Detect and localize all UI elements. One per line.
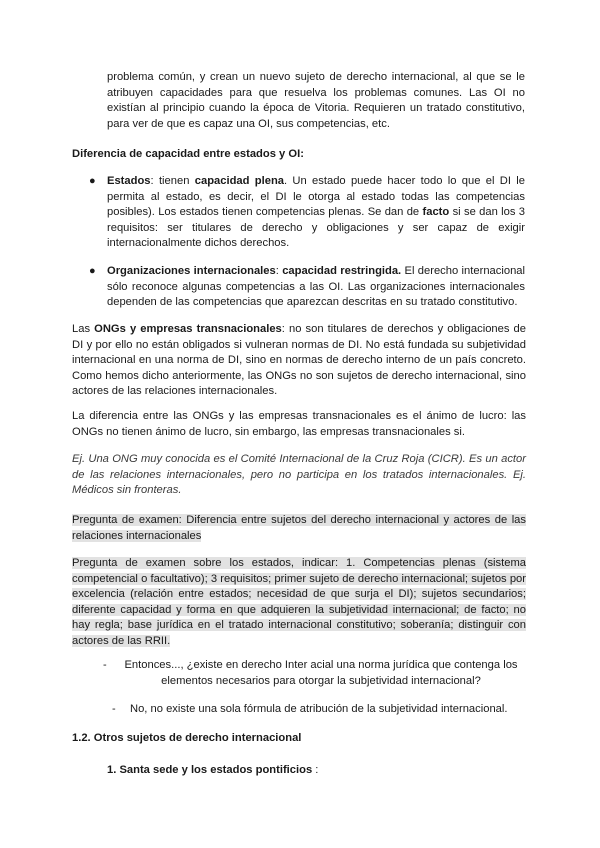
heading-otros-sujetos: 1.2. Otros sujetos de derecho internacional xyxy=(72,732,302,744)
subheading-santa-sede xyxy=(107,763,525,779)
text-estados-2: si se dan los 3 requisitos: ser titulares de derecho y obligaciones y ser capaz de exigir internacionalmente dichos derechos. xyxy=(107,206,525,250)
exam-question-2 xyxy=(72,556,526,650)
bullet-oi xyxy=(107,264,525,311)
dash-marker-1: - xyxy=(103,659,107,671)
ongs-paragraph xyxy=(72,322,526,400)
emph-capacidad-restringida: capacidad restringida. xyxy=(282,265,402,277)
emph-ongs: ONGs y empresas transnacionales xyxy=(94,323,282,335)
sep-estados: : tienen xyxy=(150,175,195,187)
lucro-paragraph: La diferencia entre las ONGs y las empresas transnacionales es el ánimo de lucro: las ONGs no tienen ánimo de lucro, sin embargo, las empresas transnacionales si. xyxy=(72,410,526,438)
santa-sede-suffix: : xyxy=(312,764,319,776)
bullet-marker-estados: ● xyxy=(89,175,96,187)
text-oi: El derecho internacional sólo reconoce algunas competencias a las OI. Las organizaciones internacionales dependen de las competencias que aparezcan descritas en su tratado constitutivo. xyxy=(107,265,525,309)
emph-capacidad-plena: capacidad plena xyxy=(194,175,285,187)
santa-sede-title: 1. Santa sede y los estados pontificios xyxy=(107,764,313,776)
emph-facto: facto xyxy=(422,206,450,219)
bullet-marker-oi: ● xyxy=(89,265,96,277)
ongs-text: : no son titulares de derechos y obligaciones de DI y por ello no están obligados si vulneran normas de DI. No está fundada su subjetividad internacional en una norma de DI, sino en normas de derecho interno de un país concreto. Como hemos dicho anteriormente, las ONGs no son sujetos de derecho internacional, sino actores de las relaciones internacionales. xyxy=(72,323,526,398)
dash-marker-2: - xyxy=(112,703,116,715)
dash-item-2: No, no existe una sola fórmula de atribución de la subjetividad internacional. xyxy=(130,703,508,715)
term-estados: Estados xyxy=(107,175,151,187)
example-paragraph: Ej. Una ONG muy conocida es el Comité Internacional de la Cruz Roja (CICR). Es un actor de las relaciones internacionales, pero no participa en los tratados internacionales. Ej. Médicos sin fronteras. xyxy=(72,453,526,497)
exam-question-1 xyxy=(72,513,526,544)
heading-diferencia: Diferencia de capacidad entre estados y OI: xyxy=(72,148,304,160)
intro-paragraph: problema común, y crean un nuevo sujeto de derecho internacional, al que se le atribuyen capacidades para que resuelva los problemas comunes. Las OI no existían al principio cuando la época de Vitoria. Requieren un tratado constitutivo, para ver de que es capaz una OI, sus competencias, etc. xyxy=(107,71,525,130)
term-oi: Organizaciones internacionales xyxy=(107,265,276,277)
dash-item-1: Entonces..., ¿existe en derecho Inter acial una norma jurídica que contenga los elementos necesarios para otorgar la subjetividad internacional? xyxy=(124,659,518,687)
exam-question-2-text: Pregunta de examen sobre los estados, indicar: 1. Competencias plenas (sistema competencial o facultativo); 3 requisitos; primer sujeto de derecho internacional; sujetos por excelencia (relación entre estados; necesidad de que surja el DI); sujetos secundarios; diferente capacidad y forma en que adquieren la subjetividad internacional; de facto; no hay regla; base jurídica en el tratado internacional constitutivo; soberanía; distinguir con actores de las RRII. xyxy=(72,557,526,647)
exam-question-1-text: Pregunta de examen: Diferencia entre sujetos del derecho internacional y actores de las relaciones internacionales xyxy=(72,514,526,542)
ongs-pre: Las xyxy=(72,323,95,335)
sep-oi: : xyxy=(275,265,283,277)
text-estados-1: . Un estado puede hacer todo lo que el DI le permita al estado, es decir, el DI le otorga al estado todas las competencias posibles). Los estados tienen competencias plenas. Se dan de xyxy=(107,175,525,219)
bullet-estados xyxy=(107,174,525,252)
